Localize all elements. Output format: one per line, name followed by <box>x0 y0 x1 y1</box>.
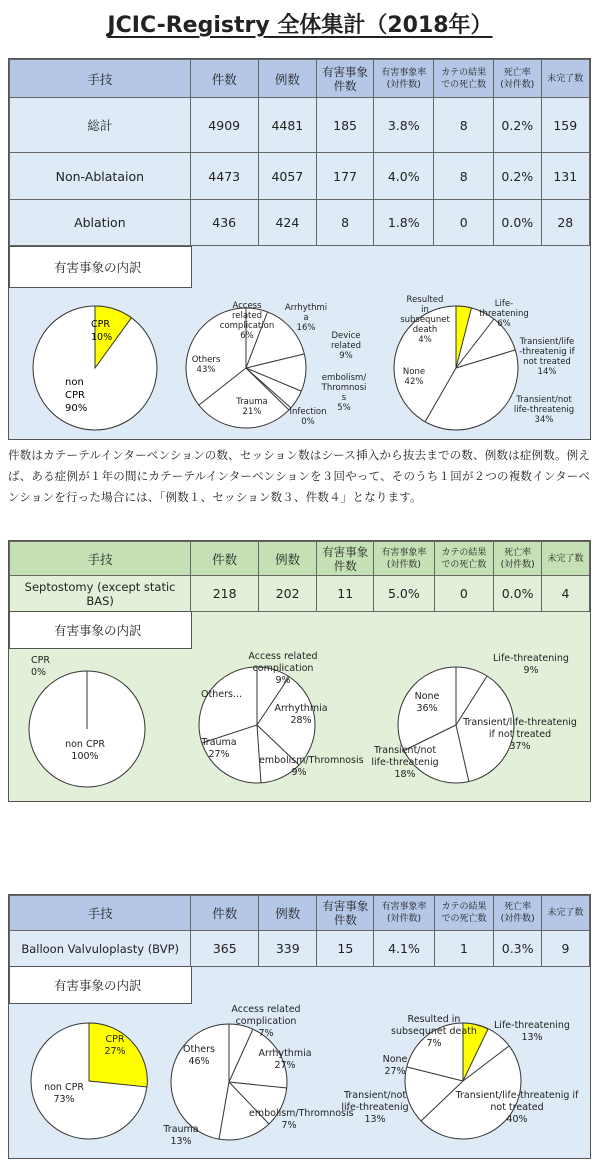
cell-adverse-rate: 1.8% <box>374 200 434 246</box>
non-cpr-label: non CPR 73% <box>44 1082 84 1105</box>
label-embolism: embolism/ Thromnosi s 5% <box>321 373 367 413</box>
label-resulted: Resulted in subsequnet death 4% <box>400 295 450 345</box>
cell-cases: 365 <box>191 931 259 967</box>
bvp-table <box>9 895 590 967</box>
label-none: None 27% <box>382 1054 408 1077</box>
cell-incomplete: 4 <box>541 576 589 612</box>
label-access: Access related complication 6% <box>219 301 275 341</box>
label-infection: Infection 0% <box>289 407 327 427</box>
cell-cases: 218 <box>191 576 259 612</box>
cpr-pct: 10% <box>91 332 113 343</box>
header-cath-death: カテの結果 での死亡数 <box>434 896 494 931</box>
non-cpr-label: non CPR 100% <box>65 739 105 762</box>
cell-procedure: Septostomy (except static BAS) <box>10 576 191 612</box>
cell-patients: 339 <box>259 931 317 967</box>
cell-cases: 436 <box>190 200 258 246</box>
non-cpr-label-2: CPR <box>65 390 85 401</box>
table-row <box>10 931 590 967</box>
cell-incomplete: 28 <box>541 200 589 246</box>
header-procedure: 手技 <box>10 896 191 931</box>
cell-patients: 424 <box>258 200 316 246</box>
header-patients: 例数 <box>259 896 317 931</box>
label-transient-not: Transient/not life-threatenig 18% <box>371 745 439 780</box>
header-cath-death: カテの結果 での死亡数 <box>434 542 494 576</box>
s1-pie2-labels <box>8 287 591 437</box>
header-procedure: 手技 <box>10 60 191 98</box>
label-others: Others 46% <box>183 1044 215 1067</box>
label-life: Life-threatening 13% <box>494 1020 570 1043</box>
label-trauma: Trauma 21% <box>236 397 268 417</box>
cell-cath-death: 0 <box>434 200 494 246</box>
label-trauma: Trauma 27% <box>201 737 237 760</box>
label-device: Device related 9% <box>330 331 362 361</box>
cell-death-rate: 0.2% <box>494 153 542 200</box>
header-procedure: 手技 <box>10 542 191 576</box>
cell-adverse-rate: 4.0% <box>374 153 434 200</box>
breakdown-label: 有害事象の内訳 <box>9 966 192 1004</box>
cell-adverse: 15 <box>317 931 374 967</box>
cell-adverse-rate: 5.0% <box>374 576 434 612</box>
label-access: Access related complication 7% <box>231 1004 301 1039</box>
header-cases: 件数 <box>190 60 258 98</box>
table-row <box>10 153 590 200</box>
label-transient-not: Transient/not life-threatenig 34% <box>513 395 575 425</box>
cell-patients: 4481 <box>258 98 316 153</box>
cell-incomplete: 131 <box>541 153 589 200</box>
cell-patients: 202 <box>259 576 317 612</box>
page-title: JCIC-Registry 全体集計（2018年） <box>107 13 493 38</box>
label-arrhythmia: Arrhythmi a 16% <box>284 303 328 333</box>
header-death-rate: 死亡率 (対件数) <box>494 60 542 98</box>
label-none: None 36% <box>414 691 440 714</box>
header-adverse-rate: 有害事象率 (対件数) <box>374 60 434 98</box>
cpr-label: CPR <box>91 319 110 330</box>
header-incomplete: 未完了数 <box>541 542 589 576</box>
s3-labels <box>9 1004 590 1158</box>
cell-adverse: 185 <box>317 98 374 153</box>
header-cases: 件数 <box>191 542 259 576</box>
non-cpr-pct: 90% <box>65 403 88 414</box>
cell-incomplete: 159 <box>541 98 589 153</box>
label-access: Access related complication 9% <box>248 651 318 686</box>
header-adverse-rate: 有害事象率 (対件数) <box>374 896 434 931</box>
cell-procedure: Ablation <box>10 200 191 246</box>
breakdown-label: 有害事象の内訳 <box>9 611 192 649</box>
label-embolism: embolism/Thromnosis 9% <box>259 755 364 778</box>
header-adverse: 有害事象件数 <box>317 542 374 576</box>
cell-adverse: 177 <box>317 153 374 200</box>
cell-cath-death: 0 <box>434 576 494 612</box>
cell-death-rate: 0.0% <box>494 200 542 246</box>
cell-procedure: Non-Ablataion <box>10 153 191 200</box>
cell-death-rate: 0.3% <box>494 931 542 967</box>
cell-adverse: 11 <box>317 576 374 612</box>
header-adverse: 有害事象件数 <box>317 60 374 98</box>
label-transient-life: Transient/life -threatenig if not treated 14% <box>519 337 575 377</box>
cell-cath-death: 1 <box>434 931 494 967</box>
cell-cases: 4909 <box>190 98 258 153</box>
cpr-label: CPR 27% <box>104 1034 126 1057</box>
label-transient-not: Transient/not life-threatenig 13% <box>341 1090 409 1125</box>
table-row <box>10 200 590 246</box>
explanation-note: 件数はカテーテルインターベンションの数、セッション数はシース挿入から抜去までの数、例数は症例数。例えば、ある症例が１年の間にカテーテルインターベンションを３回やって、そのうち１回が２つの複数インターベンションを行った場合には、「例数１、セッション数３、件数４」となります。 <box>8 448 591 504</box>
non-cpr-label: non <box>65 377 84 388</box>
overall-table <box>9 59 590 246</box>
header-adverse: 有害事象件数 <box>317 896 374 931</box>
header-patients: 例数 <box>258 60 316 98</box>
label-transient-life: Transient/life-threatenig if not treated 40% <box>455 1090 579 1125</box>
header-cath-death: カテの結果 での死亡数 <box>434 60 494 98</box>
label-none: None 42% <box>402 367 426 387</box>
breakdown-label: 有害事象の内訳 <box>9 246 192 288</box>
cell-death-rate: 0.2% <box>494 98 542 153</box>
section-septostomy <box>8 540 591 802</box>
cell-procedure: 総計 <box>10 98 191 153</box>
label-transient-life: Transient/life-threatenig if not treated 37% <box>463 717 577 752</box>
septostomy-table <box>9 541 590 612</box>
cell-incomplete: 9 <box>541 931 589 967</box>
header-death-rate: 死亡率 (対件数) <box>494 896 542 931</box>
table-row <box>10 576 590 612</box>
cell-adverse: 8 <box>317 200 374 246</box>
label-life: Life-threatening 9% <box>493 653 569 676</box>
header-incomplete: 未完了数 <box>541 896 589 931</box>
cell-procedure: Balloon Valvuloplasty (BVP) <box>10 931 191 967</box>
s2-labels <box>9 649 590 801</box>
cpr-label: CPR 0% <box>31 655 50 678</box>
label-others: Others... <box>201 689 242 700</box>
label-life: Life- threatening 6% <box>479 299 529 329</box>
header-patients: 例数 <box>259 542 317 576</box>
label-embolism: embolism/Thromnosis 7% <box>249 1108 354 1131</box>
cell-cases: 4473 <box>190 153 258 200</box>
header-death-rate: 死亡率 (対件数) <box>494 542 542 576</box>
cell-cath-death: 8 <box>434 98 494 153</box>
cell-adverse-rate: 3.8% <box>374 98 434 153</box>
header-adverse-rate: 有害事象率 (対件数) <box>374 542 434 576</box>
cell-adverse-rate: 4.1% <box>374 931 434 967</box>
cell-death-rate: 0.0% <box>494 576 542 612</box>
label-resulted: Resulted in subsequnet death 7% <box>391 1014 477 1049</box>
header-cases: 件数 <box>191 896 259 931</box>
label-arrhythmia: Arrhythmia 27% <box>258 1048 312 1071</box>
cell-patients: 4057 <box>258 153 316 200</box>
section-bvp <box>8 894 591 1159</box>
table-row <box>10 98 590 153</box>
label-others: Others 43% <box>191 355 221 375</box>
cell-cath-death: 8 <box>434 153 494 200</box>
label-arrhythmia: Arrhythmia 28% <box>274 703 328 726</box>
header-incomplete: 未完了数 <box>541 60 589 98</box>
label-trauma: Trauma 13% <box>163 1124 199 1147</box>
